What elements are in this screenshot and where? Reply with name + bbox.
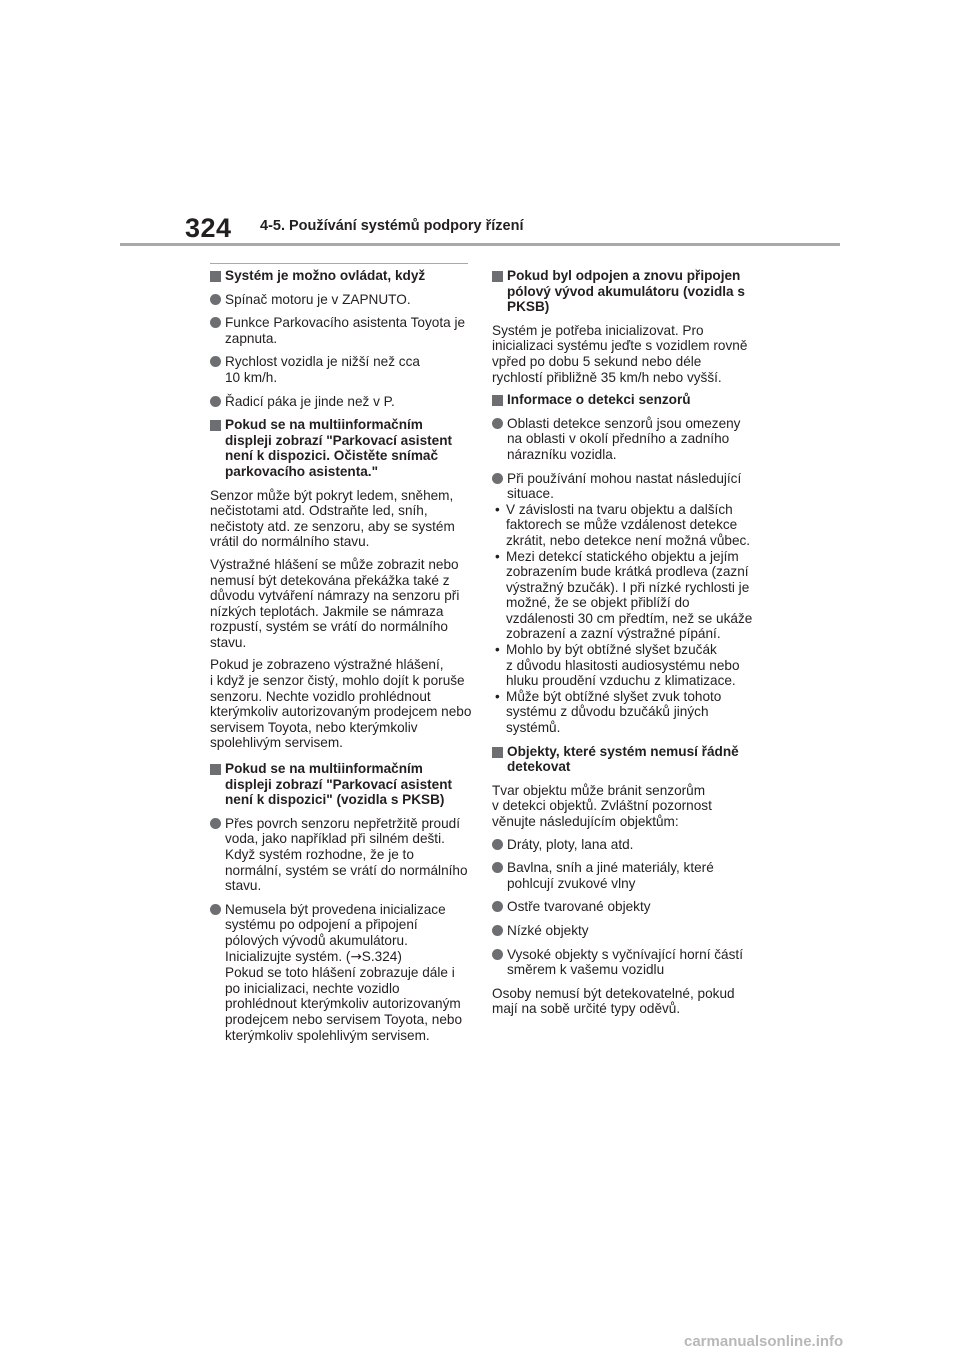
paragraph: Systém je potřeba inicializovat. Pro inicializaci systému jeďte s vozidlem rovně vpřed po dobu 5 sekund nebo déle rychlostí přibližně 35 km/h nebo vyšší.: [492, 322, 748, 385]
square-bullet-icon: [492, 747, 503, 758]
bullet-item: Ostře tvarované objekty: [492, 899, 754, 915]
right-column: [492, 268, 754, 1024]
circle-bullet-icon: [210, 396, 221, 407]
bullet-item: Nízké objekty: [492, 923, 754, 939]
small-bullet-icon: •: [495, 548, 500, 564]
reference-arrow-icon: →: [350, 948, 362, 965]
circle-bullet-icon: [492, 925, 503, 936]
square-bullet-icon: [210, 764, 221, 775]
bullet-item: Bavlna, sníh a jiné materiály, které pohlcují zvukové vlny: [492, 860, 754, 891]
paragraph: Pokud je zobrazeno výstražné hlášení, i když je senzor čistý, mohlo dojít k poruše senzoru. Nechte vozidlo prohlédnout kterýmkoliv autorizovaným prodejcem nebo servisem Toyota, nebo kterýmkoliv spolehlivým servisem.: [210, 657, 472, 751]
bullet-item: Oblasti detekce senzorů jsou omezeny na oblasti v okolí předního a zadního nárazníku vozidla.: [492, 416, 754, 463]
square-bullet-icon: [492, 271, 503, 282]
small-bullet-icon: •: [495, 642, 500, 658]
sub-list-item: • V závislosti na tvaru objektu a dalších faktorech se může vzdálenost detekce zkrátit, nebo detekce není možná vůbec.: [495, 501, 751, 548]
bullet-item: Nemusela být provedena inicializace systému po odpojení a připojení pólových vývodů akumulátoru. Inicializujte systém. (→S.324) Pokud se toto hlášení zobrazuje dále i po inicializaci, nechte vozidlo prohlédnout kterýmkoliv autorizovaným prodejcem nebo servisem Toyota, nebo kterýmkoliv spolehlivým servisem.: [210, 902, 472, 1043]
watermark: carmanualsonline.info: [684, 1333, 844, 1350]
paragraph: Tvar objektu může bránit senzorům v detekci objektů. Zvláštní pozornost věnujte následujícím objektům:: [492, 782, 712, 829]
bullet-item: Dráty, ploty, lana atd.: [492, 837, 754, 853]
section-heading: Pokud se na multiinformačním displeji zobrazí "Parkovací asistent není k dispozici" (vozidla s PKSB): [210, 761, 472, 808]
section-heading: Informace o detekci senzorů: [492, 392, 754, 408]
chapter-title: 4-5. Používání systémů podpory řízení: [260, 218, 524, 234]
square-bullet-icon: [210, 271, 221, 282]
bullet-item: Rychlost vozidla je nižší než cca 10 km/h.: [210, 354, 472, 385]
section-heading: Pokud byl odpojen a znovu připojen pólový vývod akumulátoru (vozidla s PKSB): [492, 268, 754, 315]
page-header: [0, 0, 960, 250]
circle-bullet-icon: [210, 904, 221, 915]
circle-bullet-icon: [492, 473, 503, 484]
section-heading: Systém je možno ovládat, když: [210, 268, 472, 284]
sub-list-item: • Může být obtížné slyšet zvuk tohoto systému z důvodu bzučáků jiných systémů.: [495, 688, 722, 736]
paragraph: Osoby nemusí být detekovatelné, pokud mají na sobě určité typy oděvů.: [492, 985, 735, 1017]
paragraph: Senzor může být pokryt ledem, sněhem, nečistotami atd. Odstraňte led, sníh, nečistoty atd. ze senzoru, aby se systém vrátil do normálního stavu.: [210, 487, 455, 550]
sub-list-item: • Mohlo by být obtížné slyšet bzučák z důvodu hlasitosti audiosystému nebo hluku proudění vzduchu z klimatizace.: [495, 642, 740, 689]
sub-list-item: • Mezi detekcí statického objektu a jejím zobrazením bude krátká prodleva (zazní výstražný bzučák). I při nízké rychlosti je možné, že se objekt přiblíží do vzdálenosti 30 cm předtím, než se ukáže zobrazení a zazní výstražné pípání.: [495, 548, 753, 642]
square-bullet-icon: [210, 420, 221, 431]
page-reference-link[interactable]: S.324): [361, 948, 402, 964]
left-column: [210, 268, 472, 1051]
bullet-item: Přes povrch senzoru nepřetržitě proudí voda, jako například při silném dešti. Když systém rozhodne, že je to normální, systém se vrátí do normálního stavu.: [210, 816, 472, 894]
bullet-item: Vysoké objekty s vyčnívající horní částí směrem k vašemu vozidlu: [492, 947, 754, 978]
circle-bullet-icon: [492, 418, 503, 429]
paragraph: Výstražné hlášení se může zobrazit nebo nemusí být detekována překážka také z důvodu vytváření námrazy na senzoru při nízkých teplotách. Jakmile se námraza rozpustí, systém se vrátí do normálního stavu.: [210, 556, 460, 650]
circle-bullet-icon: [492, 901, 503, 912]
circle-bullet-icon: [210, 317, 221, 328]
column-top-divider: [210, 263, 468, 264]
bullet-item: Funkce Parkovacího asistenta Toyota je zapnuta.: [210, 315, 472, 346]
bullet-item: Při používání mohou nastat následující situace.: [492, 471, 754, 502]
circle-bullet-icon: [492, 839, 503, 850]
small-bullet-icon: •: [495, 501, 500, 517]
circle-bullet-icon: [210, 294, 221, 305]
square-bullet-icon: [492, 395, 503, 406]
page-number: 324: [185, 213, 232, 243]
section-heading: Objekty, které systém nemusí řádně detekovat: [492, 744, 754, 775]
header-divider: [120, 243, 840, 246]
circle-bullet-icon: [492, 862, 503, 873]
circle-bullet-icon: [210, 356, 221, 367]
circle-bullet-icon: [492, 949, 503, 960]
small-bullet-icon: •: [495, 688, 500, 704]
bullet-item: Řadicí páka je jinde než v P.: [210, 394, 472, 410]
circle-bullet-icon: [210, 818, 221, 829]
section-heading: Pokud se na multiinformačním displeji zobrazí "Parkovací asistent není k dispozici. Očistěte snímač parkovacího asistenta.": [210, 417, 472, 479]
bullet-item: Spínač motoru je v ZAPNUTO.: [210, 292, 472, 308]
